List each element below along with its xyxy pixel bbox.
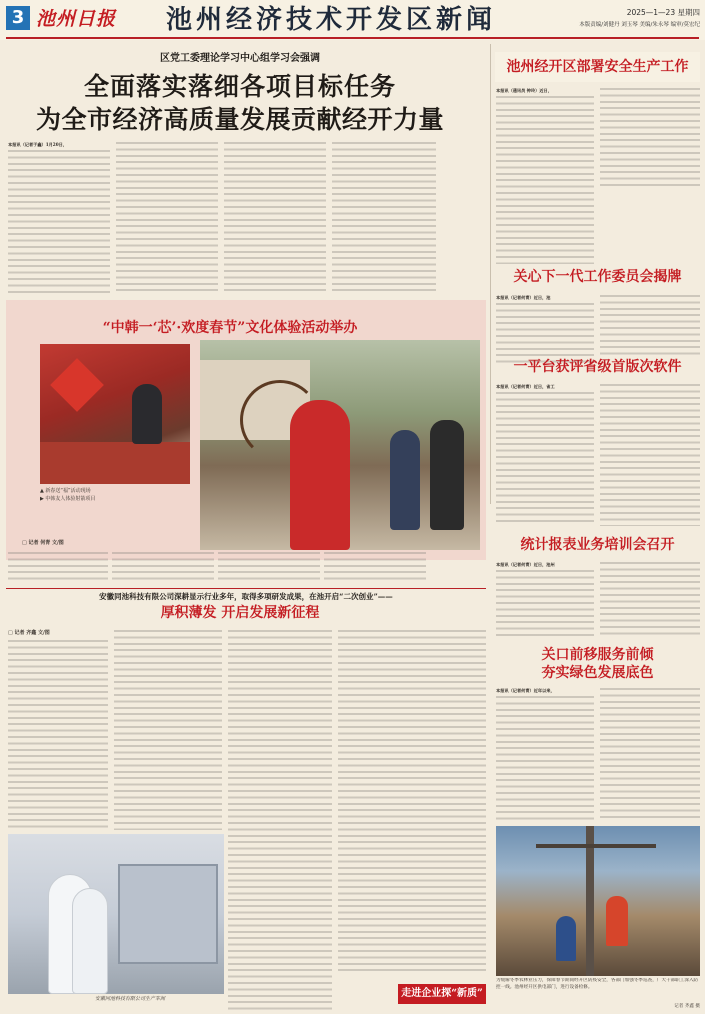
stats-title: 统计报表业务培训会召开: [520, 537, 675, 553]
page-number-badge: 3: [6, 6, 30, 30]
festival-caption-1: ▲ 新春送“福”活动现场: [40, 488, 91, 494]
power-photo-caption: 为缓解冬季农林业压力，保障春节期间经开区防疫安全，各部门加强冬季巡查，广大干部职工深入防控一线。池州经开区供电部门，进行设备检修。: [496, 978, 699, 990]
platform-byline: 本报讯（记者何青）近日，省工: [496, 384, 555, 389]
header-rule: [6, 37, 699, 39]
guanhu-body-col1: [496, 696, 594, 820]
guanhu-body-col2: [600, 688, 700, 820]
youth-title: 关心下一代工作委员会揭牌: [513, 269, 682, 285]
issue-date: 2025—1—23 星期四: [626, 8, 700, 17]
safety-byline: 本报讯（通讯员 钟玲）近日，: [496, 88, 552, 93]
company-body-col3: [228, 630, 332, 1014]
company-body-col4: [338, 630, 486, 974]
section-title: 池州经济技术开发区新闻: [166, 5, 497, 35]
lead-kicker: 区党工委理论学习中心组学习会强调: [160, 53, 320, 64]
power-photo-byline: 记者 齐鑫 摄: [674, 1004, 700, 1009]
lead-body-col1: [8, 150, 110, 295]
guanhu-title-line1: 关口前移服务前倾: [541, 647, 654, 663]
platform-title: 一平台获评省级首版次软件: [513, 359, 682, 375]
youth-body-col1: [496, 303, 594, 363]
worker-figure: [556, 916, 576, 961]
column-divider: [490, 44, 491, 504]
column-tag: 走进企业探“新质”: [398, 984, 486, 1004]
festival-body-col1: [8, 552, 108, 582]
fu-banner: [50, 358, 104, 412]
company-headline: 厚积薄发 开启发展新征程: [160, 605, 320, 621]
crossarm: [536, 844, 656, 848]
company-kicker: 安徽同池科技有限公司深耕显示行业多年，取得多项研发成果，在池开启“二次创业”——: [99, 592, 393, 601]
company-photo-caption: 安徽同池科技有限公司生产车间: [94, 996, 165, 1002]
company-body-col2: [114, 630, 222, 830]
festival-body-col2: [112, 552, 214, 582]
festival-photo-calligraphy: [40, 344, 190, 484]
festival-body-col4: [324, 552, 426, 582]
editor-credits: 本版责编/刘健丹 刘玉琴 美编/朱永琴 编审/莫宏纪: [579, 22, 700, 28]
page-header: [0, 0, 705, 40]
stats-body-col2: [600, 562, 700, 638]
festival-caption-2: ▶ 中韩友人体验射箭项目: [40, 496, 96, 502]
company-photo-lab: [8, 834, 224, 994]
guanhu-title-line2: 夯实绿色发展底色: [541, 665, 654, 681]
company-byline: □ 记者 齐鑫 文/图: [8, 630, 50, 636]
newspaper-logo: 池州日报: [36, 8, 117, 30]
safety-title: 池州经开区部署安全生产工作: [506, 59, 689, 75]
person-figure: [132, 384, 162, 444]
company-top-rule: [6, 588, 486, 589]
festival-body-col3: [218, 552, 320, 582]
utility-pole: [586, 826, 594, 976]
bow-shape: [240, 380, 320, 460]
lead-headline-line2: 为全市经济高质量发展贡献经开力量: [35, 105, 444, 134]
calligraphy-table: [40, 442, 190, 484]
guanhu-byline: 本报讯（记者何青）近年以来，: [496, 688, 555, 693]
lead-byline: 本报讯（记者于鑫）1月20日，: [8, 142, 67, 147]
youth-body-col2: [600, 295, 700, 355]
lead-body-col2: [116, 142, 218, 295]
festival-title: “中韩一‘芯’·欢度春节”文化体验活动举办: [102, 320, 358, 336]
youth-byline: 本报讯（记者何青）近日，池: [496, 295, 551, 300]
crowd-figure: [390, 430, 420, 530]
safety-body-col1: [496, 96, 594, 264]
platform-body-col2: [600, 384, 700, 526]
stats-byline: 本报讯（记者何青）近日，池州: [496, 562, 555, 567]
festival-photo-archery: [200, 340, 480, 550]
lead-headline-line1: 全面落实落细各项目标任务: [83, 72, 396, 101]
platform-body-col1: [496, 392, 594, 524]
festival-byline: □ 记者 何青 文/图: [22, 540, 64, 546]
crowd-figure: [430, 420, 464, 530]
lead-body-col3: [224, 142, 326, 295]
lab-worker-figure: [72, 888, 108, 994]
worker-figure: [606, 896, 628, 946]
power-workers-photo: [496, 826, 700, 976]
lab-equipment: [118, 864, 218, 964]
stats-body-col1: [496, 570, 594, 638]
lead-body-col4: [332, 142, 436, 295]
safety-body-col2: [600, 88, 700, 188]
company-body-col1: [8, 640, 108, 830]
